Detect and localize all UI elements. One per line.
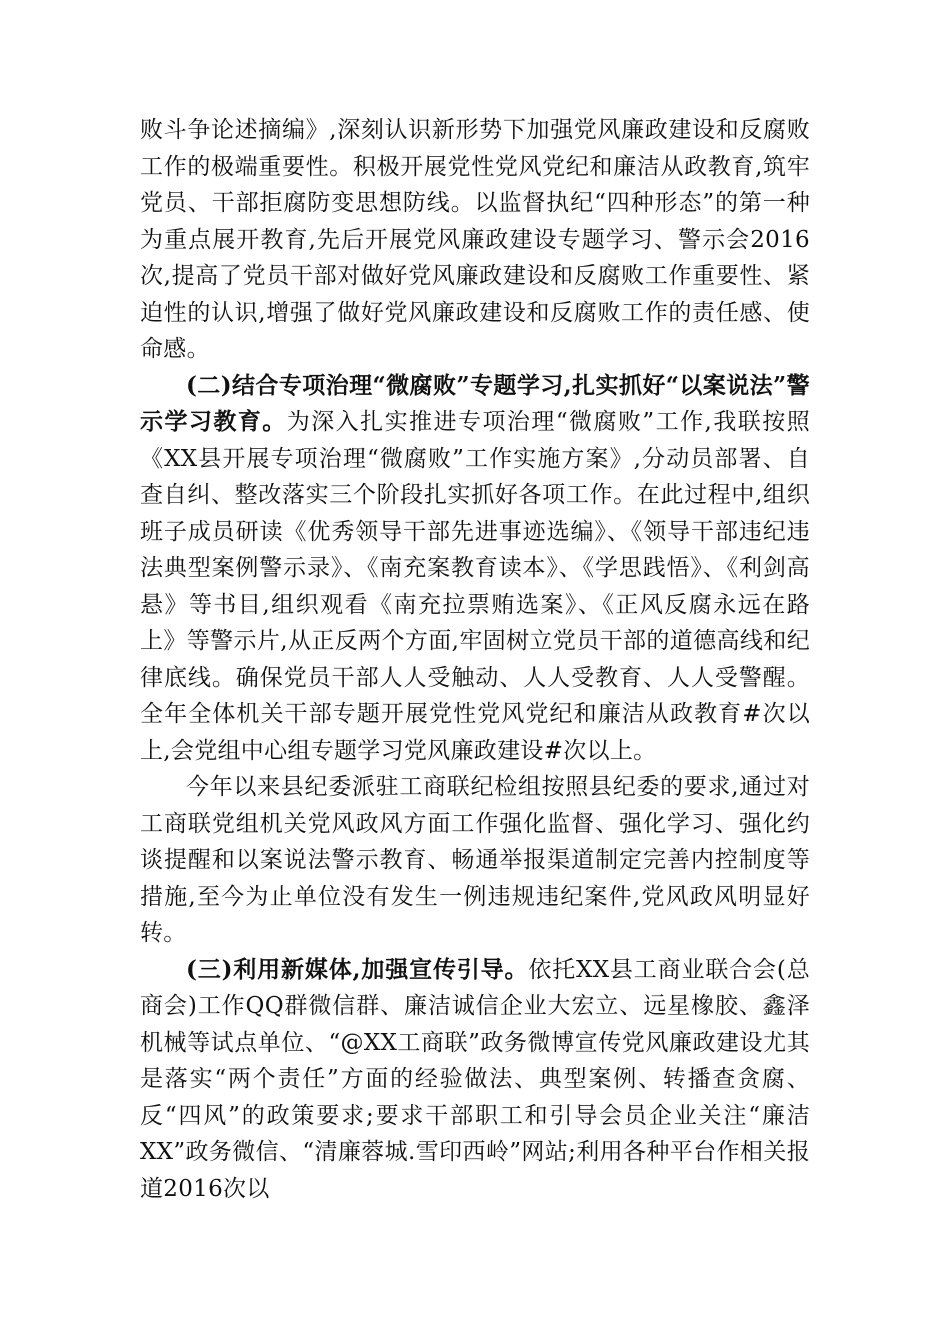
paragraph-supervision <box>140 769 810 952</box>
paragraph-text: 今年以来县纪委派驻工商联纪检组按照县纪委的要求,通过对工商联党组机关党风政风方面工作强化监督、强化学习、强化约谈提醒和以案说法警示教育、畅通举报渠道制定完善内控制度等措施,至今为止单位没有发生一例违规违纪案件,党风政风明显好转。 <box>140 774 810 946</box>
paragraph-text: 依托XX县工商业联合会(总商会)工作QQ群微信群、廉洁诚信企业大宏立、远星橡胶、鑫泽机械等试点单位、“@XX工商联”政务微博宣传党风廉政建设尤其是落实“两个责任”方面的经验做法、典型案例、转播查贪腐、反“四风”的政策要求;要求干部职工和引导会员企业关注“廉洁XX”政务微信、“清廉蓉城.雪印西岭”网站;利用各种平台作相关报道2016次以 <box>140 956 810 1202</box>
paragraph-section-three <box>140 952 810 1208</box>
document-page <box>140 112 810 1207</box>
paragraph-section-two <box>140 368 810 770</box>
paragraph-continuation <box>140 112 810 368</box>
section-heading: (三)利用新媒体,加强宣传引导。 <box>186 955 529 983</box>
paragraph-text: 败斗争论述摘编》,深刻认识新形势下加强党风廉政建设和反腐败工作的极端重要性。积极开展党性党风党纪和廉洁从政教育,筑牢党员、干部拒腐防变思想防线。以监督执纪“四种形态”的第一种为重点展开教育,先后开展党风廉政建设专题学习、警示会2016次,提高了党员干部对做好党风廉政建设和反腐败工作重要性、紧迫性的认识,增强了做好党风廉政建设和反腐败工作的责任感、使命感。 <box>140 117 810 362</box>
paragraph-text: 为深入扎实推进专项治理“微腐败”工作,我联按照《XX县开展专项治理“微腐败”工作实施方案》,分动员部署、自查自纠、整改落实三个阶段扎实抓好各项工作。在此过程中,组织班子成员研读《优秀领导干部先进事迹选编》、《领导干部违纪违法典型案例警示录》、《南充案教育读本》、《学思践悟》、《利剑高悬》等书目,组织观看《南充拉票贿选案》、《正风反腐永远在路上》等警示片,从正反两个方面,牢固树立党员干部的道德高线和纪律底线。确保党员干部人人受触动、人人受教育、人人受警醒。全年全体机关干部专题开展党性党风党纪和廉洁从政教育#次以上,会党组中心组专题学习党风廉政建设#次以上。 <box>140 409 810 764</box>
section-heading: (二)结合专项治理“微腐败”专题学习,扎实抓好“以案说法”警示学习教育。 <box>140 371 810 435</box>
